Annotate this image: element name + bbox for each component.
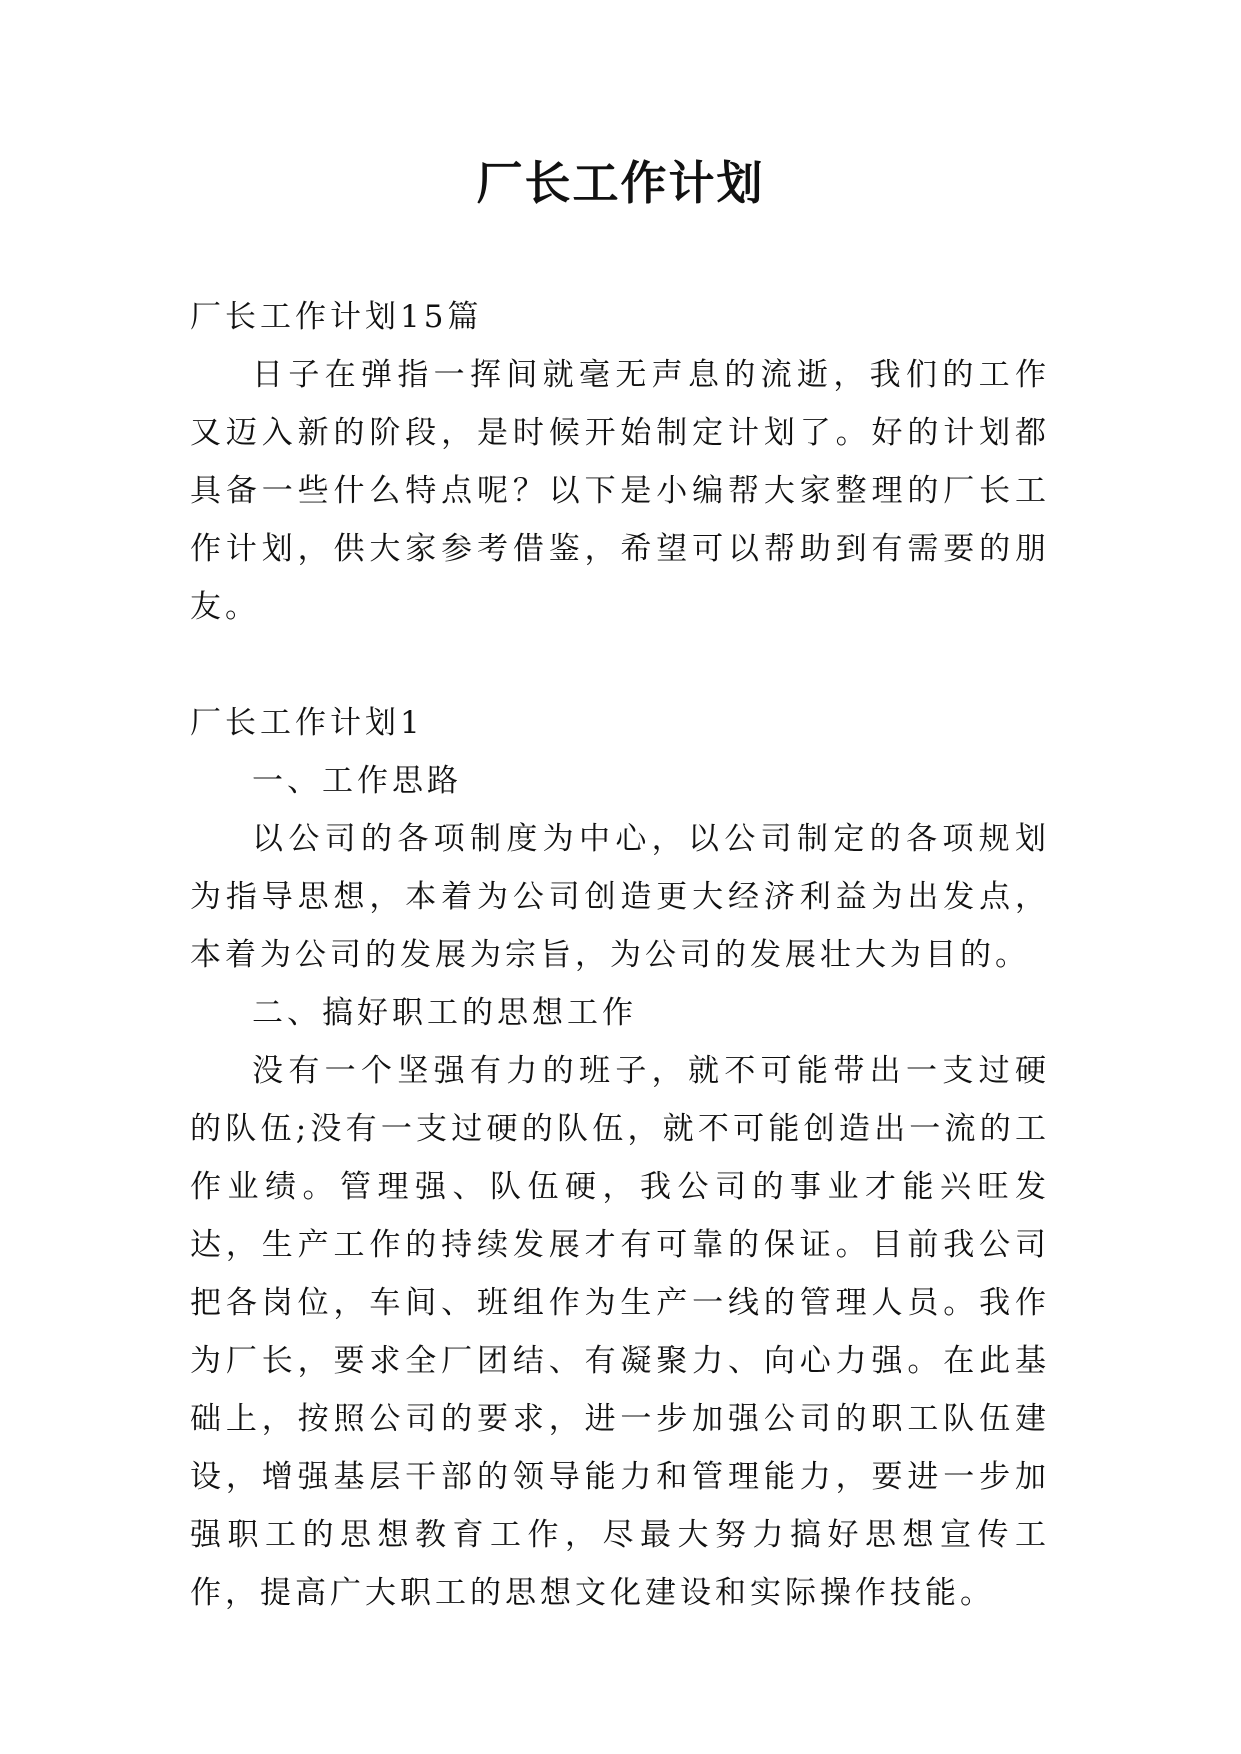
point2-heading: 二、搞好职工的思想工作 — [252, 995, 637, 1031]
section-heading: 厂长工作计划1 — [190, 705, 424, 741]
document-title: 厂长工作计划 — [476, 156, 765, 210]
point2-paragraph: 没有一个坚强有力的班子，就不可能带出一支过硬的队伍;没有一支过硬的队伍，就不可能创造出一流的工作业绩。管理强、队伍硬，我公司的事业才能兴旺发达，生产工作的持续发展才有可靠的保证。目前我公司把各岗位，车间、班组作为生产一线的管理人员。我作为厂长，要求全厂团结、有凝聚力、向心力强。在此基础上，按照公司的要求，进一步加强公司的职工队伍建设，增强基层干部的领导能力和管理能力，要进一步加强职工的思想教育工作，尽最大努力搞好思想宣传工作，提高广大职工的思想文化建设和实际操作技能。 — [190, 1053, 1050, 1611]
intro-paragraph: 日子在弹指一挥间就毫无声息的流逝，我们的工作又迈入新的阶段，是时候开始制定计划了。好的计划都具备一些什么特点呢？以下是小编帮大家整理的厂长工作计划，供大家参考借鉴，希望可以帮助到有需要的朋友。 — [190, 357, 1050, 625]
paragraph-spacer — [190, 636, 1050, 694]
document-subtitle: 厂长工作计划15篇 — [190, 299, 483, 335]
point1-paragraph: 以公司的各项制度为中心，以公司制定的各项规划为指导思想，本着为公司创造更大经济利益为出发点，本着为公司的发展为宗旨，为公司的发展壮大为目的。 — [190, 821, 1050, 973]
point1-heading: 一、工作思路 — [252, 763, 462, 799]
document-body — [190, 288, 1050, 1622]
